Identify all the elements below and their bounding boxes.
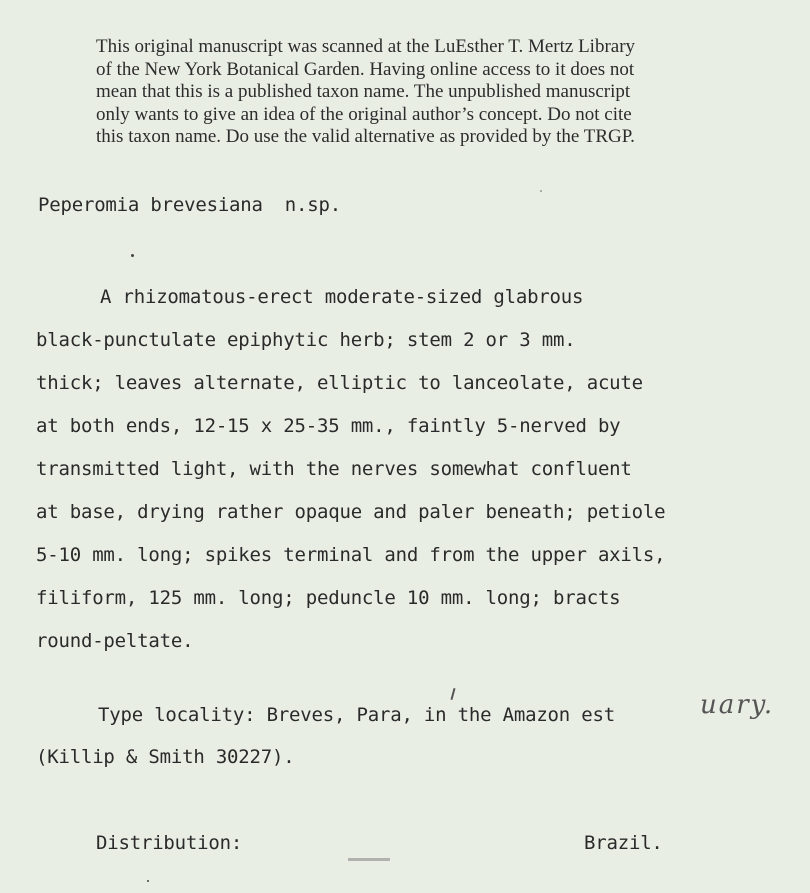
ink-speck	[540, 190, 542, 192]
description-line: at both ends, 12-15 x 25-35 mm., faintly 5-nerved by	[36, 415, 621, 437]
ink-speck	[131, 254, 134, 257]
distribution-label: Distribution:	[96, 832, 243, 854]
notice-line: This original manuscript was scanned at the LuEsther T. Mertz Library	[96, 36, 636, 57]
ink-speck	[147, 880, 149, 882]
distribution-value: Brazil.	[584, 832, 663, 854]
description-line: round-peltate.	[36, 630, 194, 652]
species-description	[36, 276, 665, 663]
notice-line: this taxon name. Do use the valid alternative as provided by the TRGP.	[96, 126, 635, 147]
description-line: A rhizomatous-erect moderate-sized glabrous	[100, 286, 584, 308]
notice-line: only wants to give an idea of the original author’s concept. Do not cite	[96, 103, 632, 125]
description-line: filiform, 125 mm. long; peduncle 10 mm. long; bracts	[36, 587, 621, 609]
species-status: n.sp.	[284, 194, 341, 216]
pencil-mark	[450, 688, 455, 700]
type-locality: Type locality: Breves, Para, in the Amazon est	[98, 704, 615, 726]
ink-smudge	[348, 858, 390, 861]
species-title	[38, 194, 341, 216]
description-line: transmitted light, with the nerves somewhat confluent	[36, 458, 632, 480]
notice-line: of the New York Botanical Garden. Having online access to it does not	[96, 58, 635, 80]
description-line: 5-10 mm. long; spikes terminal and from the upper axils,	[36, 544, 666, 566]
library-notice	[96, 36, 736, 149]
description-line: black-punctulate epiphytic herb; stem 2 or 3 mm.	[36, 329, 576, 351]
description-line: at base, drying rather opaque and paler beneath; petiole	[36, 501, 666, 523]
species-name: Peperomia brevesiana	[38, 194, 263, 216]
description-line: thick; leaves alternate, elliptic to lanceolate, acute	[36, 372, 643, 394]
handwritten-correction: uary.	[700, 690, 775, 720]
type-collection: (Killip & Smith 30227).	[36, 746, 295, 768]
notice-line: mean that this is a published taxon name. The unpublished manuscript	[96, 81, 631, 102]
